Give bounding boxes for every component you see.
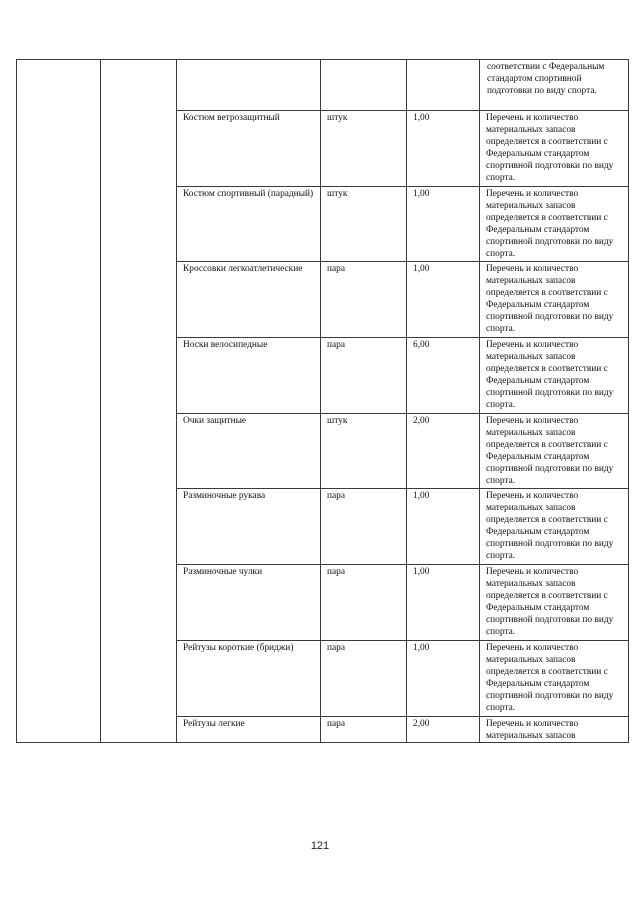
- item-quantity: 1,00: [407, 111, 480, 187]
- item-name: Рейтузы короткие (бриджи): [177, 640, 321, 716]
- table-row-continued: [17, 60, 629, 111]
- continued-note-text: соответствии с Федеральным стандартом спортивной подготовки по виду спорта.: [487, 62, 605, 96]
- item-name: Рейтузы легкие: [177, 716, 321, 742]
- merged-cell-left: [17, 60, 101, 743]
- page-number: 121: [310, 840, 330, 852]
- item-name: Носки велосипедные: [177, 338, 321, 414]
- equipment-table: [16, 59, 629, 743]
- item-name: Разминочные рукава: [177, 489, 321, 565]
- item-quantity: 1,00: [407, 262, 480, 338]
- item-note: Перечень и количество материальных запасов определяется в соответствии с Федеральным стандартом спортивной подготовки по виду спорта.: [480, 111, 629, 187]
- item-unit: пара: [321, 262, 407, 338]
- item-note: Перечень и количество материальных запасов определяется в соответствии с Федеральным стандартом спортивной подготовки по виду спорта.: [480, 565, 629, 641]
- item-unit: штук: [321, 413, 407, 489]
- item-name: Очки защитные: [177, 413, 321, 489]
- item-note: Перечень и количество материальных запасов определяется в соответствии с Федеральным стандартом спортивной подготовки по виду спорта.: [480, 338, 629, 414]
- item-note: Перечень и количество материальных запасов определяется в соответствии с Федеральным стандартом спортивной подготовки по виду спорта.: [480, 489, 629, 565]
- item-unit: пара: [321, 716, 407, 742]
- item-unit: пара: [321, 489, 407, 565]
- item-name: Кроссовки легкоатлетические: [177, 262, 321, 338]
- merged-cell-second: [101, 60, 177, 743]
- item-quantity: 1,00: [407, 186, 480, 262]
- item-unit: штук: [321, 186, 407, 262]
- item-quantity: 2,00: [407, 413, 480, 489]
- item-quantity: 2,00: [407, 716, 480, 742]
- item-note: Перечень и количество материальных запасов определяется в соответствии с Федеральным стандартом спортивной подготовки по виду спорта.: [480, 186, 629, 262]
- item-note: Перечень и количество материальных запасов: [480, 716, 629, 742]
- item-quantity: 1,00: [407, 489, 480, 565]
- item-name: Костюм ветрозащитный: [177, 111, 321, 187]
- quantity-cell: [407, 60, 480, 111]
- item-unit: пара: [321, 338, 407, 414]
- note-cell: [480, 60, 629, 111]
- item-quantity: 1,00: [407, 565, 480, 641]
- item-name: Костюм спортивный (парадный): [177, 186, 321, 262]
- item-note: Перечень и количество материальных запасов определяется в соответствии с Федеральным стандартом спортивной подготовки по виду спорта.: [480, 640, 629, 716]
- unit-cell: [321, 60, 407, 111]
- item-note: Перечень и количество материальных запасов определяется в соответствии с Федеральным стандартом спортивной подготовки по виду спорта.: [480, 262, 629, 338]
- item-unit: пара: [321, 565, 407, 641]
- item-quantity: 1,00: [407, 640, 480, 716]
- item-unit: пара: [321, 640, 407, 716]
- item-unit: штук: [321, 111, 407, 187]
- item-name-cell: [177, 60, 321, 111]
- item-name: Разминочные чулки: [177, 565, 321, 641]
- item-note: Перечень и количество материальных запасов определяется в соответствии с Федеральным стандартом спортивной подготовки по виду спорта.: [480, 413, 629, 489]
- item-quantity: 6,00: [407, 338, 480, 414]
